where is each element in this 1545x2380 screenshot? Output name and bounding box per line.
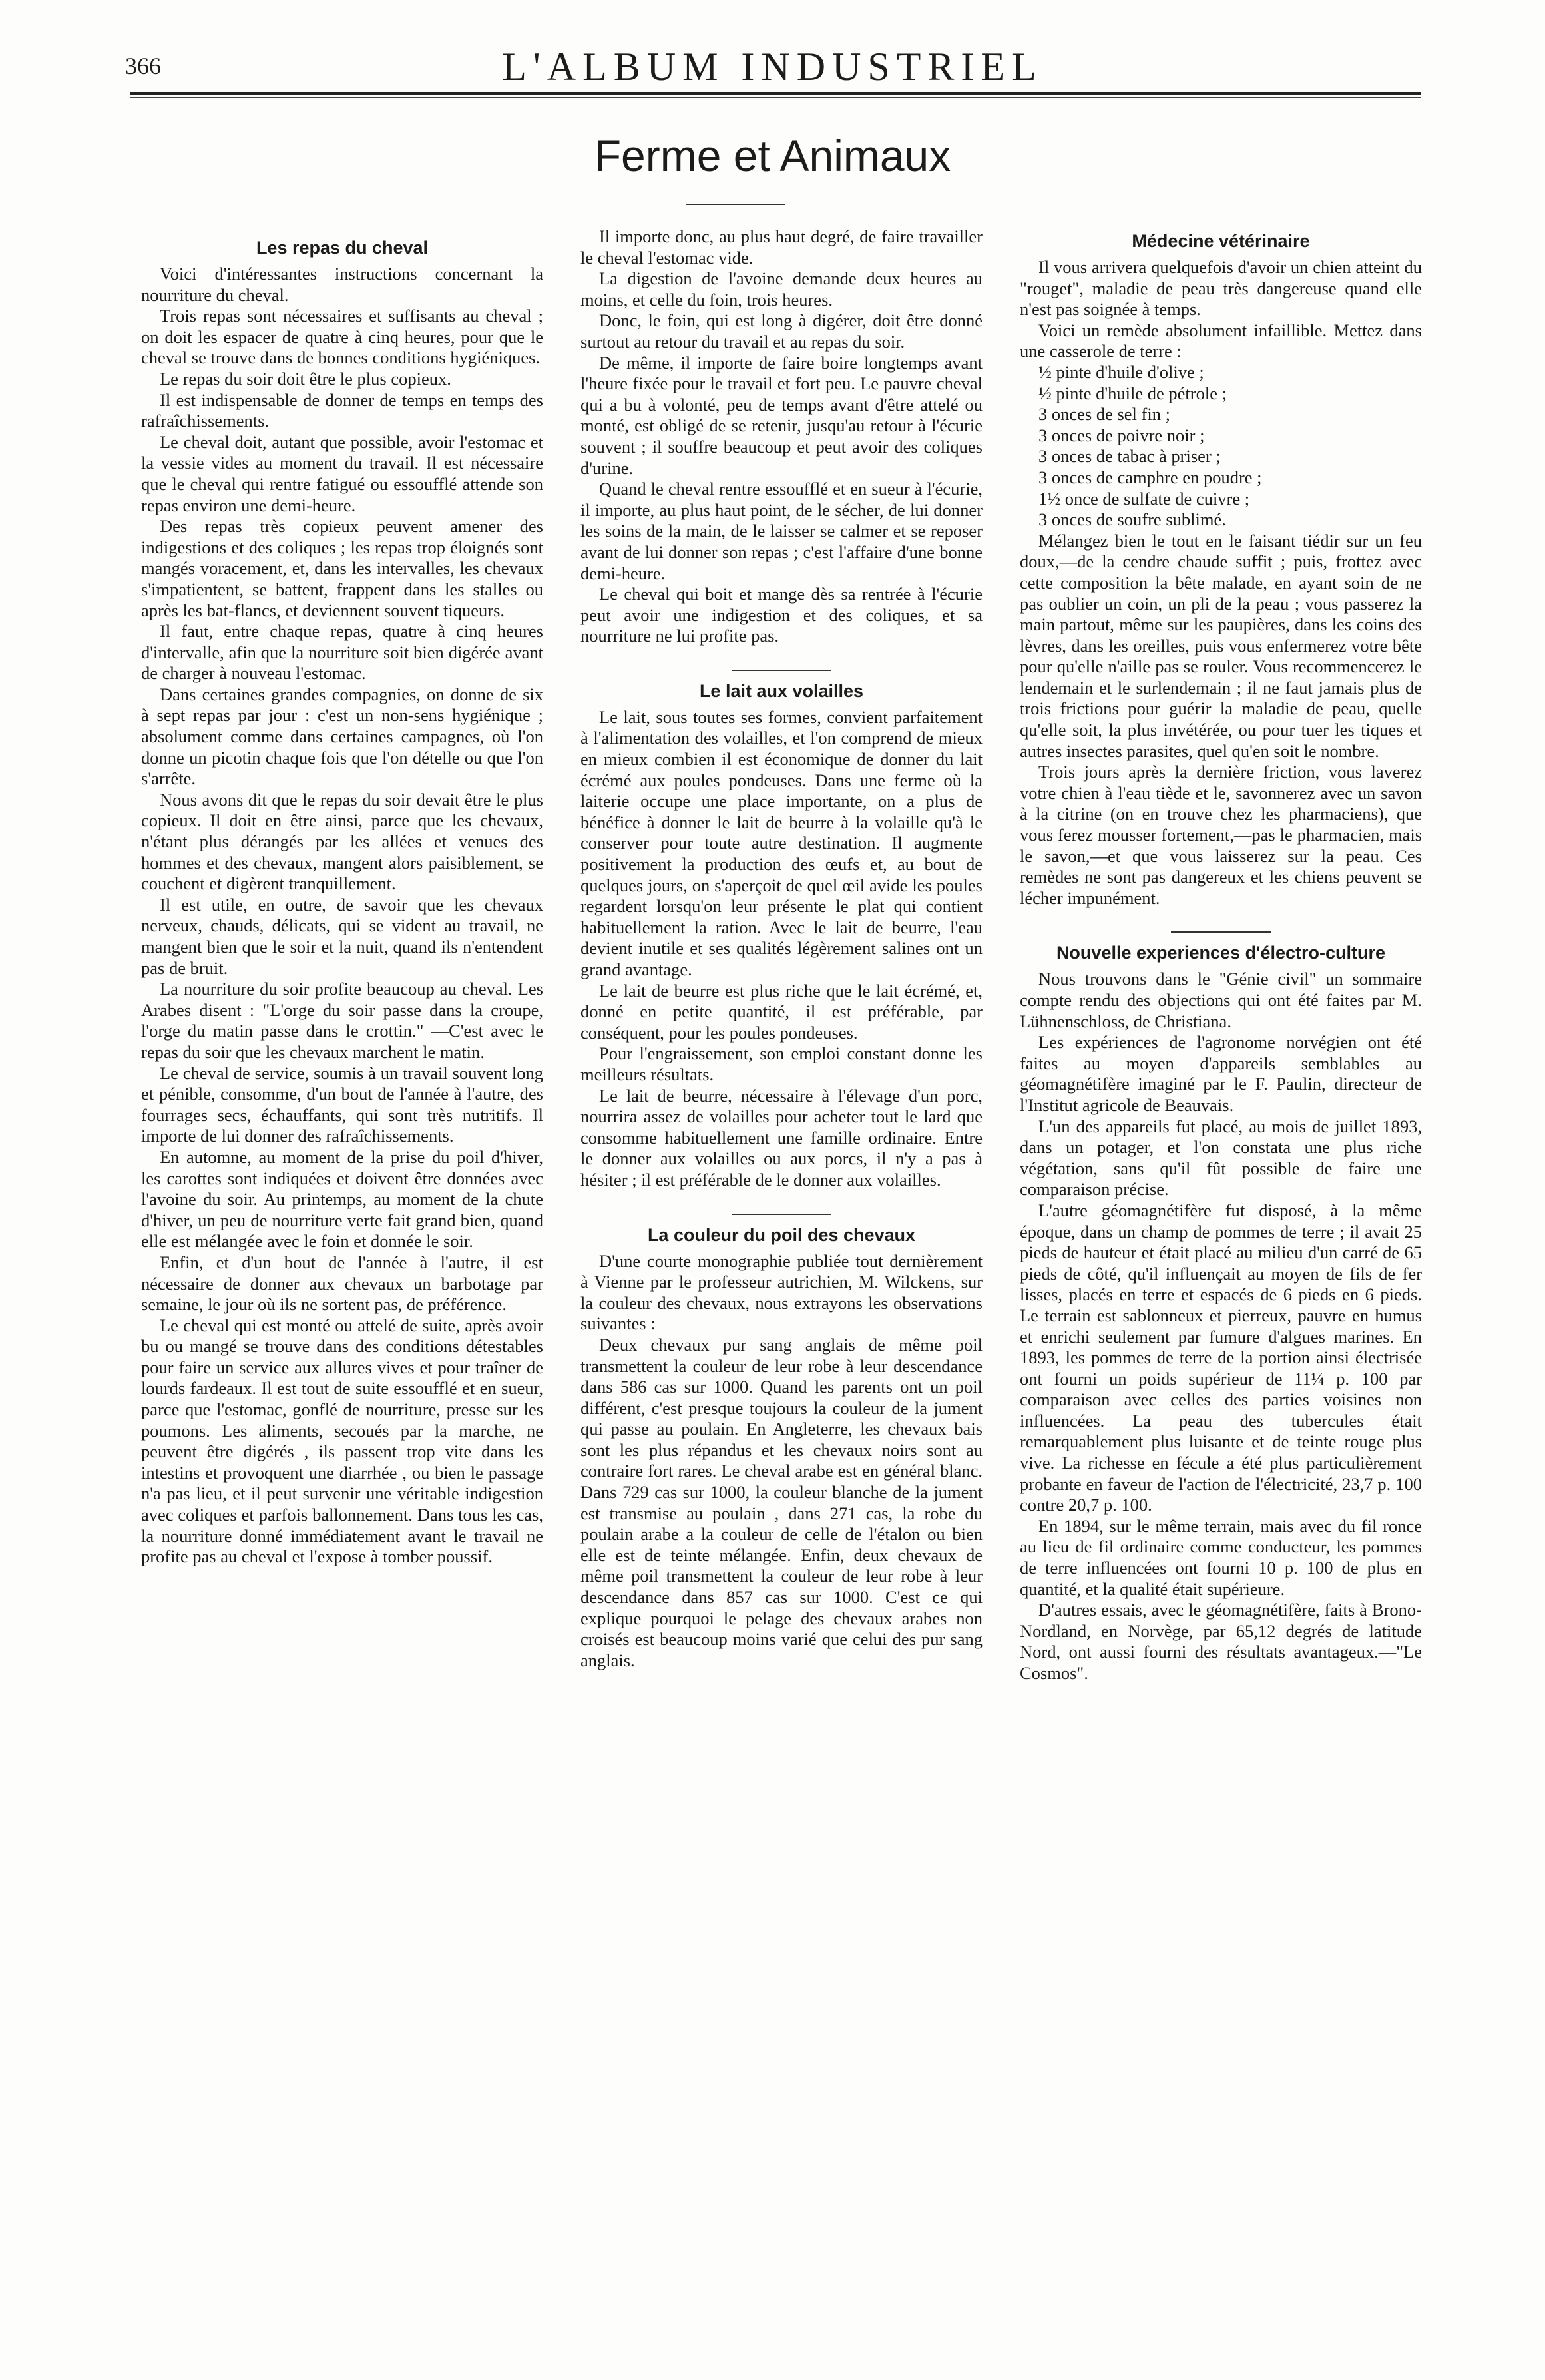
column-middle [580, 226, 983, 1671]
paragraph: L'autre géomagnétifère fut disposé, à la même époque, dans un champ de pommes de terre ; il avait 25 pieds de hauteur et était placé au milieu d'un carré de 65 pieds de côté, qu'il influençait au moyen de fils de fer lisses, placés en terre et espacés de 6 pieds en 6 pieds. Le terrain est sablonneux et pierreux, pauvre en humus et enrichi seulement par fumure d'algues marines. En 1893, les pommes de terre de la portion ainsi électrisée ont fourni un poids supérieur de 11¼ p. 100 par comparaison avec celles des parties voisines non influencées. La peau des tubercules était remarquablement plus luisante et de teinte rouge plus vive. La richesse en fécule a été plus particulièrement probante en faveur de l'action de l'électricité, 23,7 p. 100 contre 20,7 p. 100. [1020, 1200, 1422, 1515]
paragraph: Le lait, sous toutes ses formes, convient parfaitement à l'alimentation des volailles, et l'on comprend de mieux en mieux combien il est économique de donner du lait écrémé aux poules pondeuses. Dans une ferme où la laiterie occupe une place importante, on a plus de bénéfice à donner le lait de beurre à la volaille qu'à le conserver pour toute autre destination. Il augmente positivement la production des œufs et, au bout de quelques jours, on s'aperçoit de quel œil avide les poules regardent lorsqu'on leur présente le plat qui contient habituellement la ration. Avec le lait de beurre, l'eau devient inutile et ses qualités légèrement salines ont un grand avantage. [580, 706, 983, 979]
paragraph: Mélangez bien le tout en le faisant tiédir sur un feu doux,—de la cendre chaude suffit ; puis, frottez avec cette composition la bête malade, en ayant soin de ne pas oublier un coin, un pli de la peau ; vous passerez la main partout, même sur les paupières, dans les coins des lèvres, dans les oreilles, puis vous enfermerez votre bête pour qu'elle n'aille pas se rouler. Vous recommencerez le lendemain et le surlendemain ; il ne faut jamais plus de trois frictions pour guérir la maladie de peau, quelle qu'elle soit, la plus invétérée, ou pour tuer les tiques et autres insectes parasites, quel qu'en soit le nombre. [1020, 530, 1422, 761]
recipe-item: 3 onces de soufre sublimé. [1038, 509, 1226, 530]
article-separator [732, 670, 831, 671]
paragraph: Le repas du soir doit être le plus copieux. [160, 368, 451, 389]
column-left [141, 226, 543, 1568]
paragraph: Trois repas sont nécessaires et suffisants au cheval ; on doit les espacer de quatre à cinq heures, pour que le cheval se trouve dans de bonnes conditions hygiéniques. [141, 306, 543, 368]
paragraph: Le lait de beurre est plus riche que le lait écrémé, et, donné en petite quantité, il est préférable, par conséquent, pour les poules pondeuses. [580, 980, 983, 1043]
article-separator [732, 1214, 831, 1215]
paragraph: De même, il importe de faire boire longtemps avant l'heure fixée pour le travail et fort peu. Le pauvre cheval qui a bu à volonté, peu de temps avant d'être attelé ou monté, est obligé de se retenir, jusqu'au retour à l'écurie souvent ; il souffre beaucoup et peut avoir des coliques d'urine. [580, 352, 983, 478]
paragraph: Deux chevaux pur sang anglais de même poil transmettent la couleur de leur robe à leur descendance dans 586 cas sur 1000. Quand les parents ont un poil différent, c'est presque toujours la couleur de la jument qui passe au poulain. En Angleterre, les chevaux bais sont les plus répandus et les chevaux noirs sont au contraire fort rares. Le cheval arabe est en général blanc. Dans 729 cas sur 1000, la couleur blanche de la jument est transmise au poulain , dans 271 cas, la robe du poulain arabe a la couleur de celle de l'étalon ou bien elle est de teinte mélangée. Enfin, deux chevaux de même poil transmettent la couleur de leur robe à leur descendance dans 857 cas sur 1000. C'est ce qui explique pourquoi le pelage des chevaux arabes non croisés est beaucoup moins varié que celui des pur sang anglais. [580, 1334, 983, 1670]
paragraph: D'une courte monographie publiée tout dernièrement à Vienne par le professeur autrichien, M. Wilckens, sur la couleur des chevaux, nous extrayons les observations suivantes : [580, 1250, 983, 1334]
page-number: 366 [125, 53, 161, 79]
paragraph: Quand le cheval rentre essoufflé et en sueur à l'écurie, il importe, au plus haut point, de le sécher, de lui donner les soins de la main, de le laisser se calmer et se reposer avant de lui donner son repas ; c'est l'affaire d'une bonne demi-heure. [580, 479, 983, 583]
article-title-repas: Les repas du cheval [256, 238, 429, 258]
paragraph: Voici d'intéressantes instructions concernant la nourriture du cheval. [141, 264, 543, 305]
paragraph: Le cheval doit, autant que possible, avoir l'estomac et la vessie vides au moment du travail. Il est nécessaire que le cheval qui rentre fatigué ou essoufflé attende son repas environ une demi-heure. [141, 431, 543, 515]
paragraph: D'autres essais, avec le géomagnétifère, faits à Brono-Nordland, en Norvège, par 65,12 degrés de latitude Nord, ont aussi fourni des résultats avantageux.—"Le Cosmos". [1020, 1600, 1422, 1683]
recipe-item: ½ pinte d'huile d'olive ; [1038, 361, 1204, 382]
column-right [1020, 226, 1422, 1684]
header-rule-thin [130, 97, 1421, 98]
article-title-lait: Le lait aux volailles [699, 680, 864, 701]
article-separator [1171, 931, 1271, 933]
paragraph: En 1894, sur le même terrain, mais avec du fil ronce au lieu de fil ordinaire comme conducteur, les pommes de terre influencées ont fourni 10 p. 100 de plus en quantité, et la qualité était supérieure. [1020, 1515, 1422, 1599]
paragraph: Pour l'engraissement, son emploi constant donne les meilleurs résultats. [580, 1043, 983, 1084]
paragraph: Il importe donc, au plus haut degré, de faire travailler le cheval l'estomac vide. [580, 226, 983, 268]
paragraph: Il est utile, en outre, de savoir que les chevaux nerveux, chauds, délicats, qui se vident au travail, ne mangent bien que le soir et la nuit, quand ils n'entendent pas de bruit. [141, 894, 543, 978]
article-title-poil: La couleur du poil des chevaux [647, 1224, 916, 1245]
paragraph: En automne, au moment de la prise du poil d'hiver, les carottes sont indiquées et doivent être données avec l'avoine du soir. Au printemps, au moment de la chute d'hiver, un peu de nourriture verte fait grand bien, quand elle est mélangée avec le foin et donnée le soir. [141, 1146, 543, 1252]
paragraph: Les expériences de l'agronome norvégien ont été faites au moyen d'appareils semblables au géomagnétifère imaginé par le F. Paulin, directeur de l'Institut agricole de Beauvais. [1020, 1032, 1422, 1115]
recipe-item: 1½ once de sulfate de cuivre ; [1038, 488, 1250, 509]
recipe-item: 3 onces de camphre en poudre ; [1038, 467, 1262, 487]
article-title-electroculture: Nouvelle experiences d'électro-culture [1056, 943, 1386, 963]
recipe-item: 3 onces de sel fin ; [1038, 404, 1170, 425]
paragraph: Nous avons dit que le repas du soir devait être le plus copieux. Il doit en être ainsi, parce que les chevaux, n'étant plus dérangés par les allées et venues des hommes et des chevaux, mangent alors paisiblement, se couchent et digèrent tranquillement. [141, 789, 543, 894]
paragraph: Enfin, et d'un bout de l'année à l'autre, il est nécessaire de donner aux chevaux un barbotage par semaine, le jour où ils ne sortent pas, de préférence. [141, 1252, 543, 1315]
paragraph: Le cheval qui boit et mange dès sa rentrée à l'écurie peut avoir une indigestion et des coliques, et sa nourriture ne lui profite pas. [580, 584, 983, 646]
running-title: L'ALBUM INDUSTRIEL [502, 45, 1043, 89]
paragraph: Dans certaines grandes compagnies, on donne de six à sept repas par jour : c'est un non-sens hygiénique ; absolument comme dans certaines campagnes, où l'on donne un picotin chaque fois que l'on dételle ou que l'on s'arrête. [141, 684, 543, 789]
paragraph: La digestion de l'avoine demande deux heures au moins, et celle du foin, trois heures. [580, 268, 983, 310]
recipe-item: 3 onces de poivre noir ; [1038, 425, 1205, 445]
paragraph: Le cheval qui est monté ou attelé de suite, après avoir bu ou mangé se trouve dans des conditions détestables pour faire un service aux allures vives et pour traîner de lourds fardeaux. Il est tout de suite essoufflé et en sueur, parce que l'estomac, gonflé de nourriture, presse sur les poumons. Les aliments, secoués par la marche, ne peuvent être digérés , ils passent trop vite dans les intestins et provoquent une diarrhée , ou bien le passage n'a pas lieu, et il peut survenir une véritable indigestion avec coliques et parfois ballonnement. Dans tous les cas, la nourriture donné immédiatement avant le travail ne profite pas au cheval et l'expose à tomber poussif. [141, 1315, 543, 1567]
paragraph: Il est indispensable de donner de temps en temps des rafraîchissements. [141, 389, 543, 431]
recipe-item: 3 onces de tabac à priser ; [1038, 446, 1221, 467]
paragraph: Il vous arrivera quelquefois d'avoir un chien atteint du "rouget", maladie de peau très dangereuse quand elle n'est pas soignée à temps. [1020, 257, 1422, 320]
recipe-list [1020, 362, 1422, 531]
article-title-medecine: Médecine vétérinaire [1132, 231, 1310, 251]
paragraph: Donc, le foin, qui est long à digérer, doit être donné surtout au retour du travail et au repas du soir. [580, 310, 983, 352]
recipe-item: ½ pinte d'huile de pétrole ; [1038, 383, 1227, 403]
paragraph: Il faut, entre chaque repas, quatre à cinq heures d'intervalle, afin que la nourriture soit bien digérée avant de charger à nouveau l'estomac. [141, 621, 543, 684]
paragraph: Trois jours après la dernière friction, vous laverez votre chien à l'eau tiède et le, savonnerez avec un savon à la citrine (on en trouve chez les pharmaciens), que vous ferez mousser fortement,—pas le pharmacien, mais le savon,—et que vous laisserez sur la peau. Ces remèdes ne sont pas dangereux et les chiens peuvent se lécher impunément. [1020, 762, 1422, 908]
paragraph: Voici un remède absolument infaillible. Mettez dans une casserole de terre : [1020, 320, 1422, 361]
paragraph: La nourriture du soir profite beaucoup au cheval. Les Arabes disent : "L'orge du soir passe dans la croupe, l'orge du matin passe dans le crottin." —C'est avec le repas du soir que les chevaux marchent le matin. [141, 979, 543, 1062]
paragraph: Nous trouvons dans le "Génie civil" un sommaire compte rendu des objections qui ont été faites par M. Lühnenschloss, de Christiana. [1020, 969, 1422, 1031]
paragraph: Le lait de beurre, nécessaire à l'élevage d'un porc, nourrira assez de volailles pour acheter tout le lard que consomme habituellement une famille ordinaire. Entre le donner aux volailles ou aux porcs, il n'y a pas à hésiter ; il est préférable de le donner aux volailles. [580, 1085, 983, 1190]
header-rule [130, 92, 1421, 95]
paragraph: L'un des appareils fut placé, au mois de juillet 1893, dans un potager, et l'on constata une plus riche végétation, sans qu'il fût possible de faire une comparaison précise. [1020, 1116, 1422, 1200]
title-rule [686, 204, 785, 205]
paragraph: Le cheval de service, soumis à un travail souvent long et pénible, consomme, d'un bout de l'année à l'autre, des fourrages secs, échauffants, qui sont très nutritifs. Il importe de lui donner des rafraîchissements. [141, 1063, 543, 1146]
section-title: Ferme et Animaux [594, 131, 951, 180]
paragraph: Des repas très copieux peuvent amener des indigestions et des coliques ; les repas trop éloignés sont mangés voracement, et, dans les intervalles, les chevaux s'impatientent, se battent, frappent dans les stalles ou après les bat-flancs, et deviennent souvent tiqueurs. [141, 516, 543, 620]
